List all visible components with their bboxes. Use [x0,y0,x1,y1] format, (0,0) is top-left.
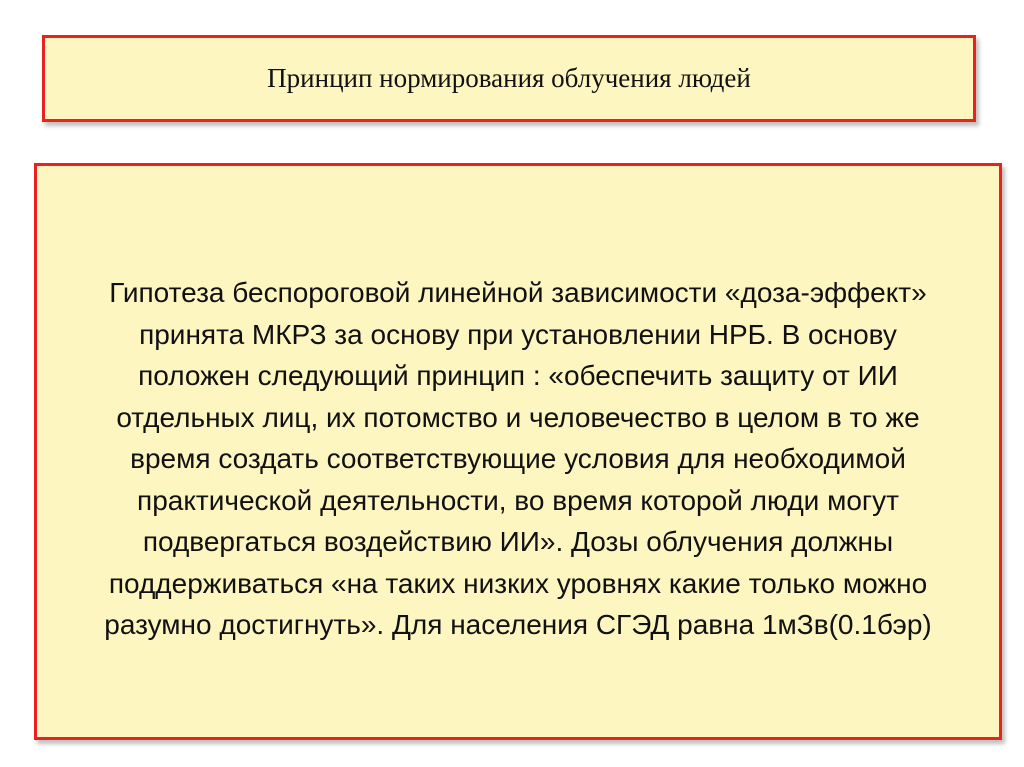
body-line-3: положен следующий принцип : «обеспечить защиту от ИИ [138,360,898,391]
body-line-4: отдельных лиц, их потомство и человечество в целом в то же [116,401,920,433]
body-line-5: время создать соответствующие условия для необходимой [130,443,906,474]
body-line-1: Гипотеза беспороговой линейной зависимости «доза-эффект» [109,277,927,308]
body-paragraph [57,272,979,646]
body-line-7: подвергаться воздействию ИИ». Дозы облучения должны [142,526,894,557]
body-line-2: принята МКРЗ за основу при установлении НРБ. В основу [139,318,897,350]
body-line-8: поддерживаться «на таких низких уровнях какие только можно [108,567,928,599]
body-line-9: разумно достигнуть». Для населения СГЭД равна 1мЗв(0.1бэр) [104,609,932,640]
slide-title: Принцип нормирования облучения людей [267,63,751,93]
body-line-6: практической деятельности, во время которой люди могут [137,484,899,516]
body-box [34,163,1002,740]
title-box [42,35,976,122]
